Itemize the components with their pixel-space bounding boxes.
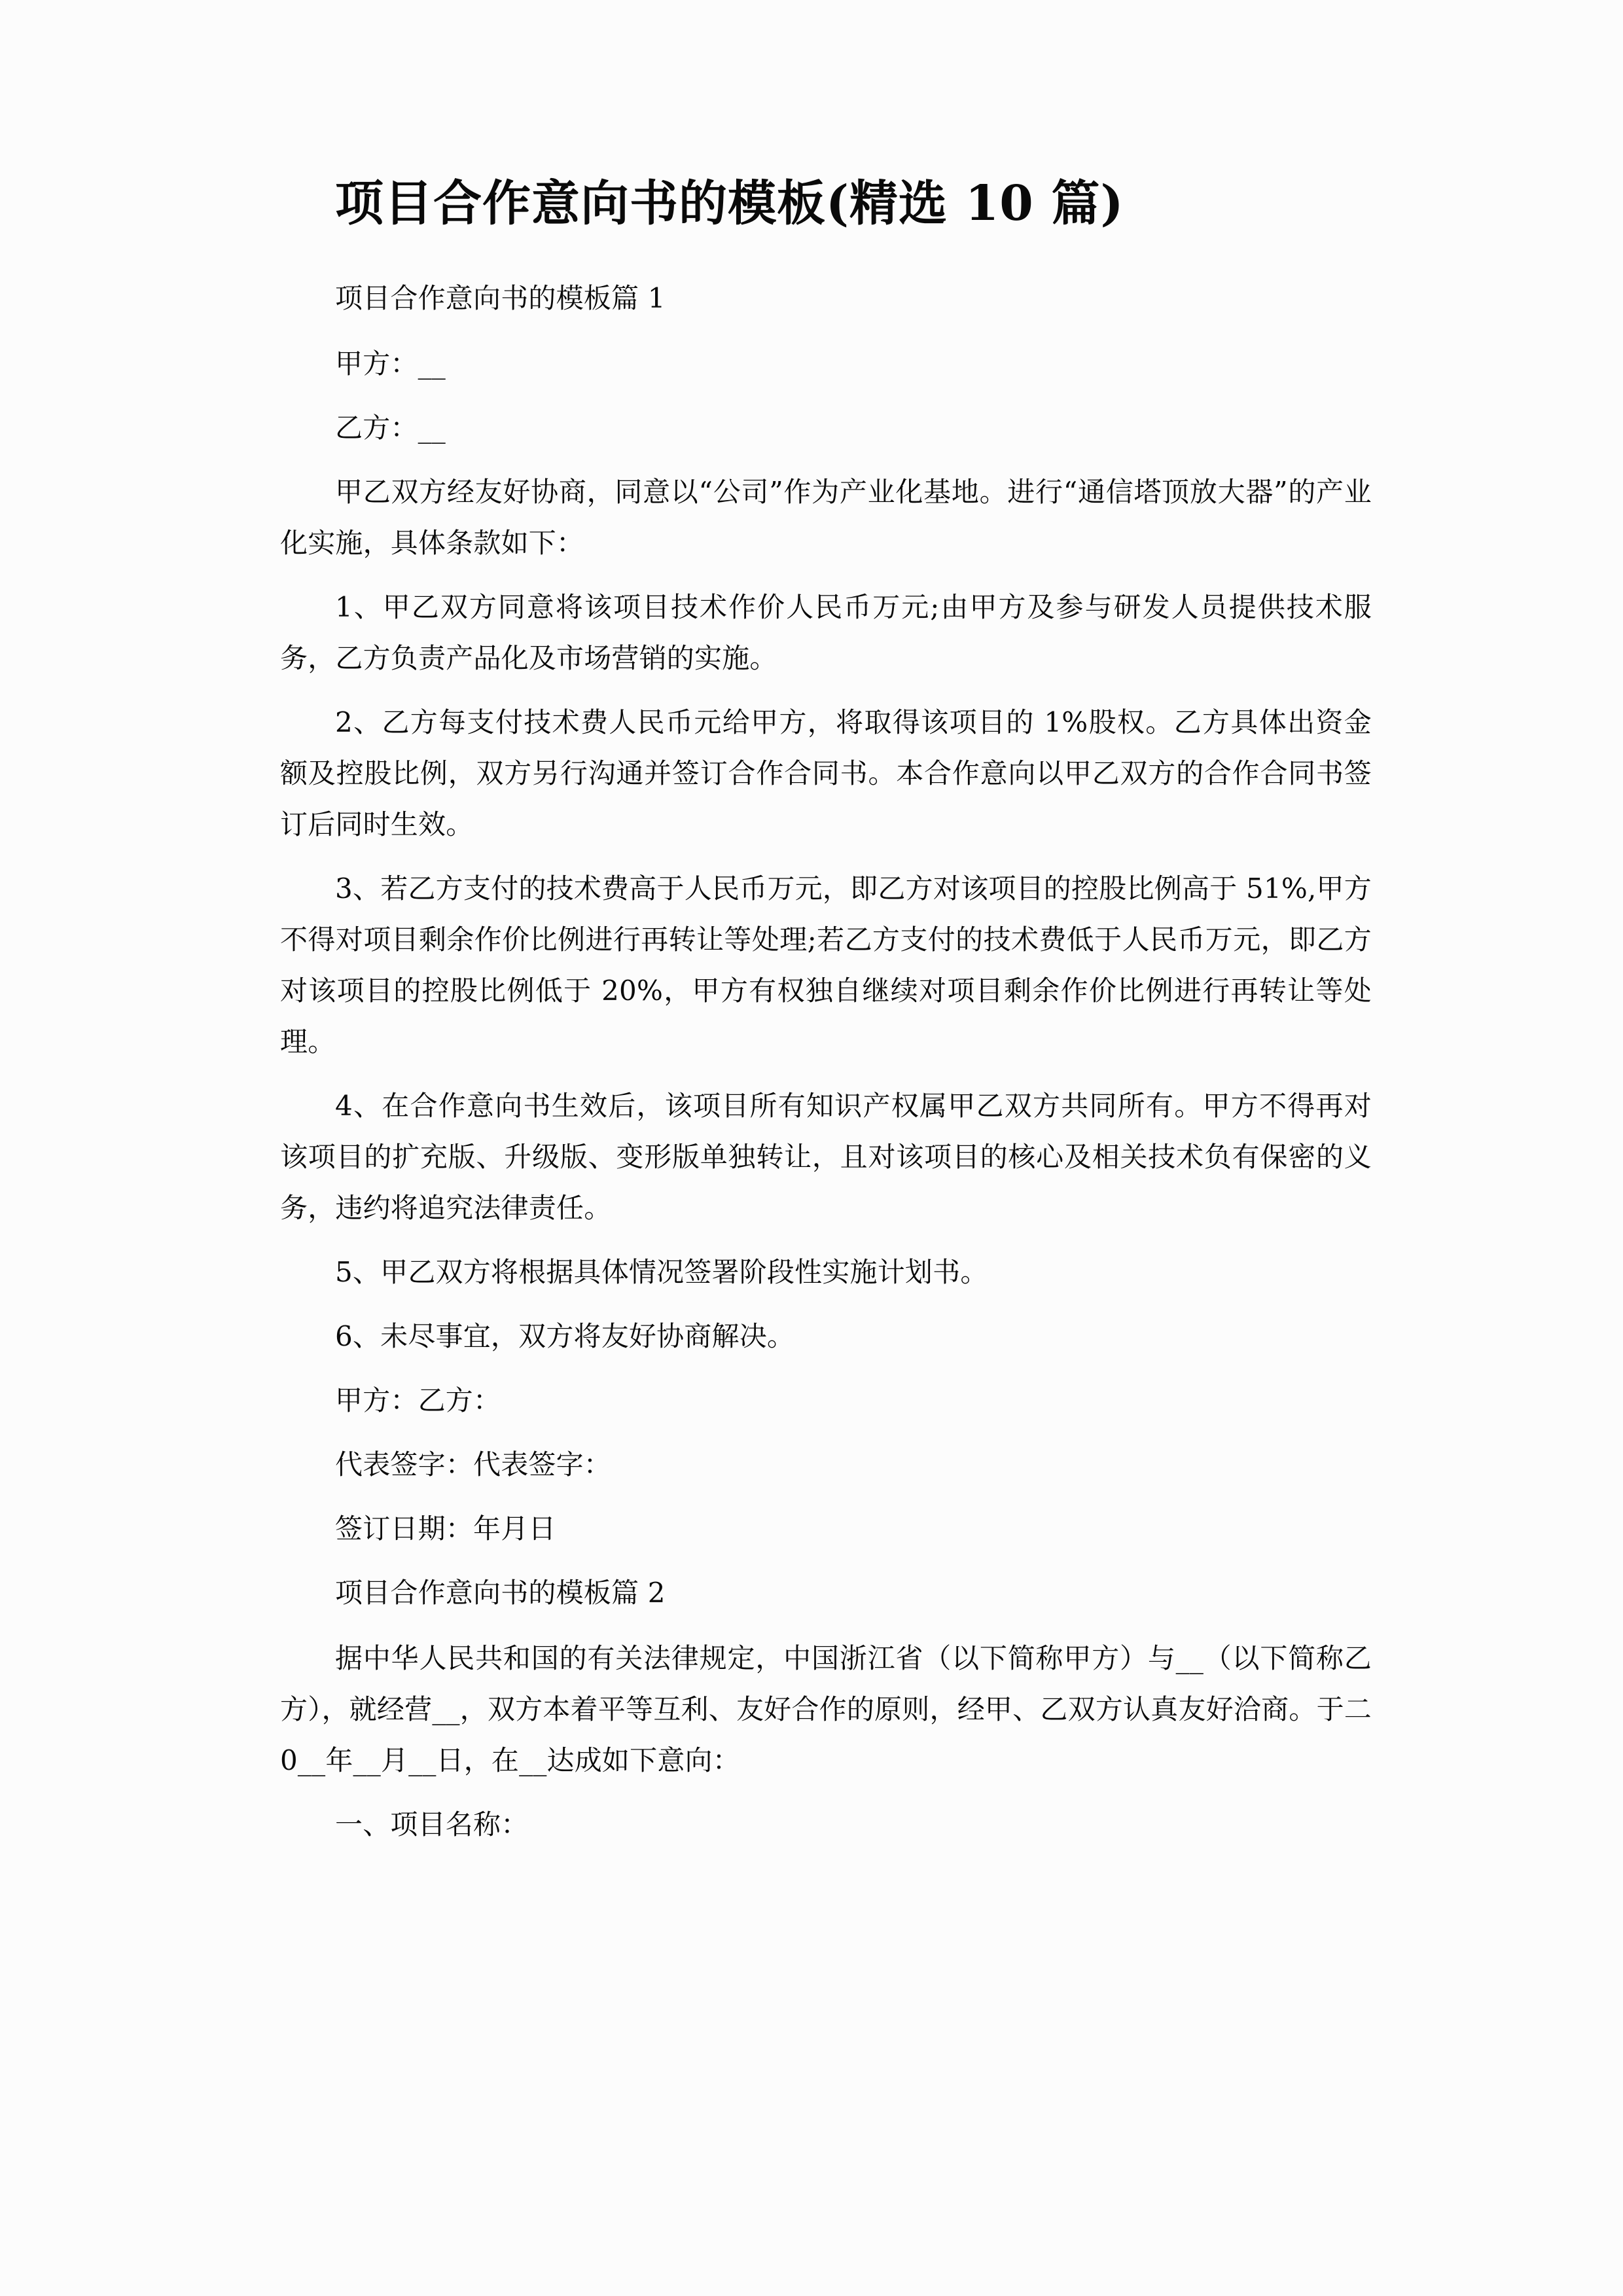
page-title: 项目合作意向书的模板(精选 10 篇)	[335, 175, 1124, 232]
clause-6: 6、未尽事宜，双方将友好协商解决。	[335, 1320, 795, 1353]
clause-3: 3、若乙方支付的技术费高于人民币万元，即乙方对该项目的控股比例高于 51%,甲方不得对项目剩余作价比例进行再转让等处理;若乙方支付的技术费低于人民币万元，即乙方对该项目的控股比例低于 20%，甲方有权独自继续对项目剩余作价比例进行再转让等处理。	[280, 872, 1372, 1058]
document-body	[280, 232, 1372, 1850]
signature-parties-line: 甲方：乙方：	[335, 1384, 501, 1417]
party-b-line: 乙方：__	[335, 412, 446, 444]
signing-date-line: 签订日期：年月日	[335, 1513, 556, 1545]
clause-2: 2、乙方每支付技术费人民币元给甲方，将取得该项目的 1%股权。乙方具体出资金额及控股比例，双方另行沟通并签订合作合同书。本合作意向以甲乙双方的合作合同书签订后同时生效。	[280, 706, 1372, 841]
section-2-item-1: 一、项目名称：	[335, 1808, 529, 1841]
clause-4: 4、在合作意向书生效后，该项目所有知识产权属甲乙双方共同所有。甲方不得再对该项目的扩充版、升级版、变形版单独转让，且对该项目的核心及相关技术负有保密的义务，违约将追究法律责任。	[280, 1090, 1372, 1225]
clause-1: 1、甲乙双方同意将该项目技术作价人民币万元;由甲方及参与研发人员提供技术服务，乙方负责产品化及市场营销的实施。	[280, 591, 1372, 675]
section-heading-2: 项目合作意向书的模板篇 2	[335, 1577, 666, 1609]
section-heading-1: 项目合作意向书的模板篇 1	[335, 282, 666, 315]
representative-signature-line: 代表签字：代表签字：	[335, 1448, 612, 1481]
section-2-preamble: 据中华人民共和国的有关法律规定，中国浙江省（以下简称甲方）与__（以下简称乙方），就经营__，双方本着平等互利、友好合作的原则，经甲、乙双方认真友好洽商。于二 0__年__月__日，在__达成如下意向：	[280, 1642, 1372, 1777]
party-a-line: 甲方：__	[335, 348, 446, 380]
clause-5: 5、甲乙双方将根据具体情况签署阶段性实施计划书。	[335, 1256, 988, 1289]
document-content	[280, 0, 1372, 1863]
preamble-paragraph: 甲乙双方经友好协商，同意以“公司”作为产业化基地。进行“通信塔顶放大器”的产业化实施，具体条款如下：	[280, 476, 1372, 560]
